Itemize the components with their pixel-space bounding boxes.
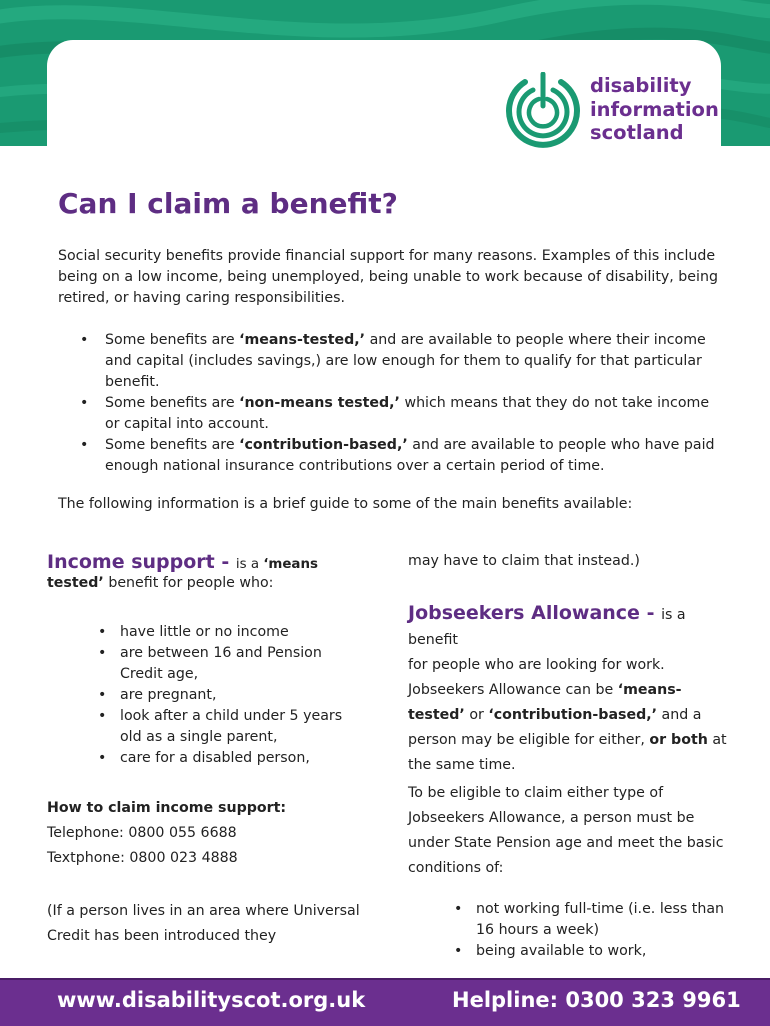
jobseekers-heading: Jobseekers Allowance [408,602,640,624]
guide-paragraph: The following information is a brief guide to some of the main benefits available: [58,496,633,512]
jobseekers-conditions-list [408,899,738,962]
list-item: • have little or no income [47,622,367,643]
list-item: • are between 16 and Pension Credit age, [47,643,367,685]
list-item: • care for a disabled person, [47,748,367,769]
list-item: • are pregnant, [47,685,367,706]
website-link[interactable]: www.disabilityscot.org.uk [57,988,366,1012]
logo-line-1: disability [590,74,692,97]
logo-text [590,74,719,145]
universal-credit-note-continued: may have to claim that instead.) [408,553,640,569]
maze-logo-icon [503,72,583,148]
list-item: • not working full-time (i.e. less than 16 hours a week) [408,899,738,941]
telephone-number: Telephone: 0800 055 6688 [47,825,237,841]
list-item: • look after a child under 5 years old as a single parent, [47,706,367,748]
list-item: • Some benefits are ‘means-tested,’ and are available to people where their income and capital (includes savings,) are low enough for them to qualify for that particular benefit. [58,330,718,393]
intro-paragraph: Social security benefits provide financial support for many reasons. Examples of this include being on a low income, being unemployed, being unable to work because of disability, being retired, or having caring responsibilities. [58,248,718,306]
helpline-number[interactable]: Helpline: 0300 323 9961 [452,988,741,1012]
jobseekers-description: for people who are looking for work. Jobseekers Allowance can be ‘means-tested’ or ‘contribution-based,’ and a person may be eligible for either, or both at the same time. [408,657,727,773]
logo-line-3: scotland [590,121,684,144]
page-title: Can I claim a benefit? [58,187,398,220]
footer-bar [0,978,770,1026]
income-support-section: Income support - is a ‘means tested’ benefit for people who: • have little or no income • are between 16 and Pension Credit age, • are pregnant, • look after a child under 5 years old as a single parent, • care for a disabled person, [47,552,367,769]
how-to-claim-heading: How to claim income support: [47,800,287,816]
universal-credit-note: (If a person lives in an area where Universal Credit has been introduced they [47,903,360,944]
income-support-eligibility-list [47,622,367,769]
benefit-types-list [58,330,718,477]
income-support-heading: Income support [47,551,215,573]
jobseekers-allowance-section: Jobseekers Allowance - is a benefit for people who are looking for work. Jobseekers Allowance can be ‘means-tested’ or ‘contribution-based,’ and a person may be eligible for either, or both at the same time. [408,601,738,778]
list-item: • Some benefits are ‘contribution-based,’ and are available to people who have paid enough national insurance contributions over a certain period of time. [58,435,718,477]
list-item: • Some benefits are ‘non-means tested,’ which means that they do not take income or capital into account. [58,393,718,435]
logo-line-2: information [590,97,719,121]
list-item: • being available to work, [408,941,738,962]
textphone-number: Textphone: 0800 023 4888 [47,850,238,866]
jobseekers-eligibility: To be eligible to claim either type of Jobseekers Allowance, a person must be under State Pension age and meet the basic conditions of: [408,785,724,876]
